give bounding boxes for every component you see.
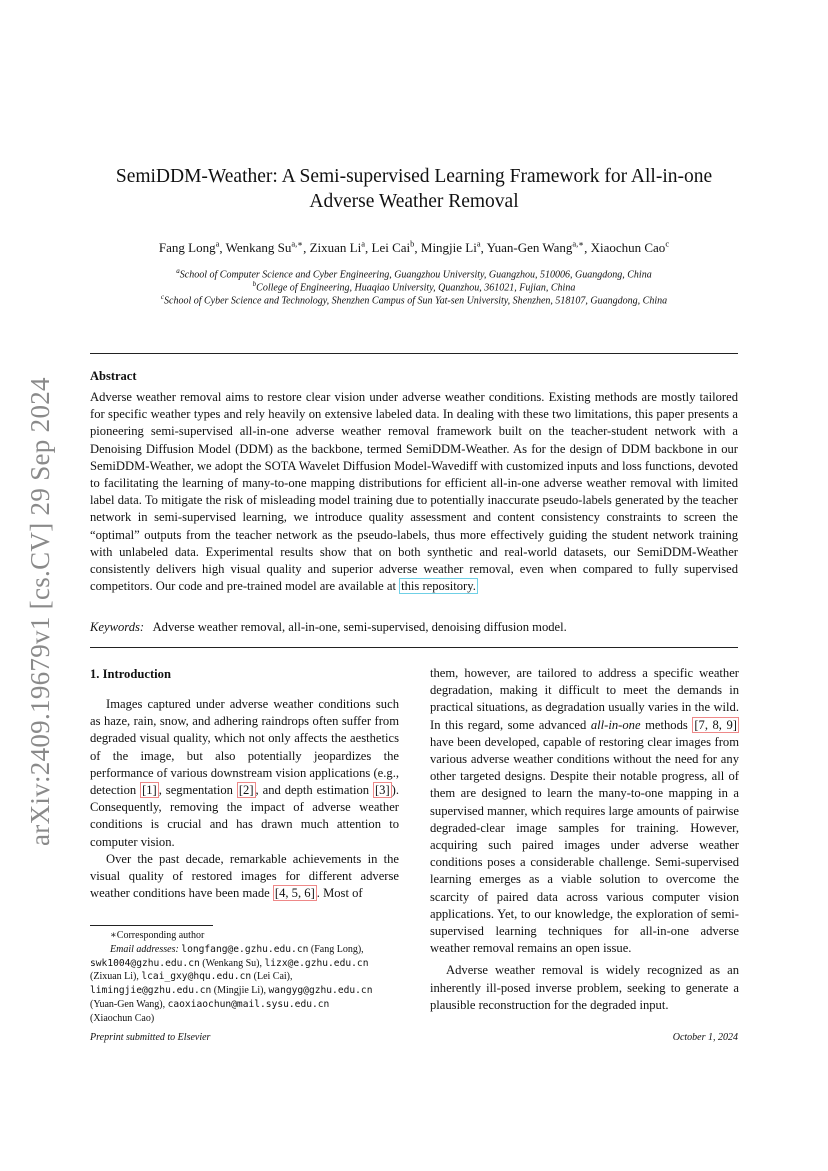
- email-link[interactable]: wangyg@gzhu.edu.cn: [268, 985, 373, 997]
- paragraph: them, however, are tailored to address a specific weather degradation, making it difficult to meet the demands in practical situations, as degradation usually varies in the wild. In this regard, some advanced all-in-one methods [7, 8, 9] have been developed, capable of restoring clear images from various adverse weather conditions without the need for any other targeted designs. Despite their notable progress, all of them are designed to learn the many-to-one mapping in a supervised manner, which requires large amounts of pairwise degraded-clear image samples for training. However, acquiring such paired images under adverse weather conditions poses a considerable challenge. Semi-supervised learning emerges as a viable solution to overcome the scarcity of paired data across various computer vision applications. Yet, to our knowledge, the exploration of semi-supervised learning techniques for all-in-one adverse weather removal remains an open issue.: [430, 666, 739, 956]
- author: Mingjie Li$^a$: [420, 239, 481, 256]
- author: Yuan-Gen Wang$^{a,∗}$: [486, 239, 585, 256]
- author: Fang Long$^a$: [158, 239, 220, 256]
- author-list: Fang Long$^a$, Wenkang $Su^{a,∗}$, Zixuan Li$^a$, Lei Cai$^b$, Mingjie Li$^a$, Yuan-Gen Wang$^{a,∗}$, Xiaochun Cao$^c$: [158, 239, 670, 256]
- abstract-body: Adverse weather removal aims to restore clear vision under adverse weather conditions. Existing methods are mostly tailored for specific weather types and rely heavily on extensive labeled data. In dealing with these two limitations, this paper presents a pioneering semi-supervised all-in-one adverse weather removal framework built on the teacher-student network with a Denoising Diffusion Model (DDM) as the backbone, termed SemiDDM-Weather. As for the design of DDM backbone in our SemiDDM-Weather, we adopt the SOTA Wavelet Diffusion Model-Wavediff with customized inputs and loss functions, devoted to facilitating the learning of many-to-one mapping distributions for efficient all-in-one adverse weather removal with limited label data. To mitigate the risk of misleading model training due to potentially inaccurate pseudo-labels generated by the teacher network in semi-supervised learning, we introduce quality assessment and content consistency constraints to screen the “optimal” outputs from the teacher network as the pseudo-labels, thus more effectively guiding the student network training with unlabeled data. Experimental results show that on both synthetic and real-world datasets, our SemiDDM-Weather consistently delivers high visual quality and superior adverse weather removal, even when compared to fully supervised competitors. Our code and pre-trained model are available at this repository.: [90, 390, 738, 594]
- keywords-label: Keywords:: [90, 620, 145, 634]
- paragraph: Over the past decade, remarkable achievements in the visual quality of restored images for different adverse weather conditions have been made [4, 5, 6] . Most of: [90, 851, 399, 901]
- affiliation: $^b$College of Engineering, Huaqiao University, Quanzhou, 361021, Fujian, China: [252, 280, 576, 294]
- repository-link[interactable]: this repository.: [401, 579, 476, 594]
- email-link[interactable]: swk1004@gzhu.edu.cn: [90, 957, 200, 969]
- citation-link[interactable]: [3]: [374, 783, 390, 798]
- email-link[interactable]: lcai_gxy@hqu.edu.cn: [141, 971, 252, 983]
- abstract-top-rule: [90, 353, 738, 354]
- keywords: [90, 620, 738, 635]
- email-entry: (Zixuan Li), lcai_gxy@hqu.edu.cn (Lei Cai),: [90, 971, 293, 983]
- email-addresses: Email addresses: longfang@e.gzhu.edu.cn (Fang Long),: [110, 943, 364, 955]
- abstract-heading: Abstract: [90, 369, 137, 383]
- abstract-bottom-rule: [90, 647, 738, 648]
- email-link[interactable]: limingjie@gzhu.edu.cn: [90, 985, 212, 997]
- paragraph: Images captured under adverse weather conditions such as haze, rain, snow, and adhering raindrops often suffer from degraded visual quality, which not only affects the aesthetics of the image, but also potentially jeopardizes the performance of various downstream vision applications (e.g., detection [1] , segmentation [2] , and depth estimation [3] ). Consequently, removing the impact of adverse weather conditions is crucial and has drawn much attention to computer vision.: [90, 697, 399, 849]
- affiliation: $^c$School of Cyber Science and Technology, Shenzhen Campus of Sun Yat-sen University, Shenzhen, 518107, Guangdong, China: [160, 293, 668, 307]
- section-heading-introduction: 1. Introduction: [90, 667, 171, 681]
- email-entry: limingjie@gzhu.edu.cn (Mingjie Li), wangyg@gzhu.edu.cn: [90, 985, 373, 997]
- title-line-2: Adverse Weather Removal: [309, 191, 519, 212]
- corresponding-author-note: ∗Corresponding author: [110, 930, 205, 941]
- email-entry: (Yuan-Gen Wang), caoxiaochun@mail.sysu.edu.cn: [90, 998, 330, 1010]
- email-link[interactable]: caoxiaochun@mail.sysu.edu.cn: [167, 998, 330, 1010]
- email-link[interactable]: longfang@e.gzhu.edu.cn: [181, 943, 309, 955]
- left-column-body: [90, 696, 399, 902]
- footer-date: October 1, 2024: [672, 1032, 738, 1043]
- right-column-body: [430, 665, 739, 1014]
- paper-title: [90, 164, 738, 214]
- footer-preprint-note: Preprint submitted to Elsevier: [90, 1032, 211, 1043]
- citation-link[interactable]: [4, 5, 6]: [274, 886, 315, 901]
- footnotes: [90, 929, 399, 1026]
- affiliation: $^a$School of Computer Science and Cyber Engineering, Guangzhou University, Guangzhou, 510006, Guangdong, China: [176, 267, 652, 281]
- email-entry: (Xiaochun Cao): [90, 1012, 155, 1024]
- citation-link[interactable]: [2]: [238, 783, 254, 798]
- keywords-text: Adverse weather removal, all-in-one, semi-supervised, denoising diffusion model.: [152, 620, 567, 634]
- citation-link[interactable]: [7, 8, 9]: [694, 717, 737, 732]
- email-link[interactable]: lizx@e.gzhu.edu.cn: [264, 957, 369, 969]
- arxiv-identifier-stamp: arXiv:2409.19679v1 [cs.CV] 29 Sep 2024: [25, 377, 55, 846]
- author: Xiaochun Cao$^c$: [590, 239, 670, 256]
- footnote-rule: [90, 925, 213, 926]
- paragraph: Adverse weather removal is widely recognized as an inherently ill-posed inverse problem, seeking to generate a plausible reconstruction for the degraded input.: [430, 963, 739, 1012]
- email-entry: swk1004@gzhu.edu.cn (Wenkang Su), lizx@e.gzhu.edu.cn: [90, 957, 369, 969]
- title-line-1: SemiDDM-Weather: A Semi-supervised Learning Framework for All-in-one: [115, 166, 713, 187]
- author: Lei Cai$^b$: [371, 239, 415, 256]
- author: Zixuan Li$^a$: [309, 239, 365, 256]
- citation-link[interactable]: [1]: [142, 783, 157, 798]
- author: Wenkang $Su^{a,∗}$: [225, 239, 304, 256]
